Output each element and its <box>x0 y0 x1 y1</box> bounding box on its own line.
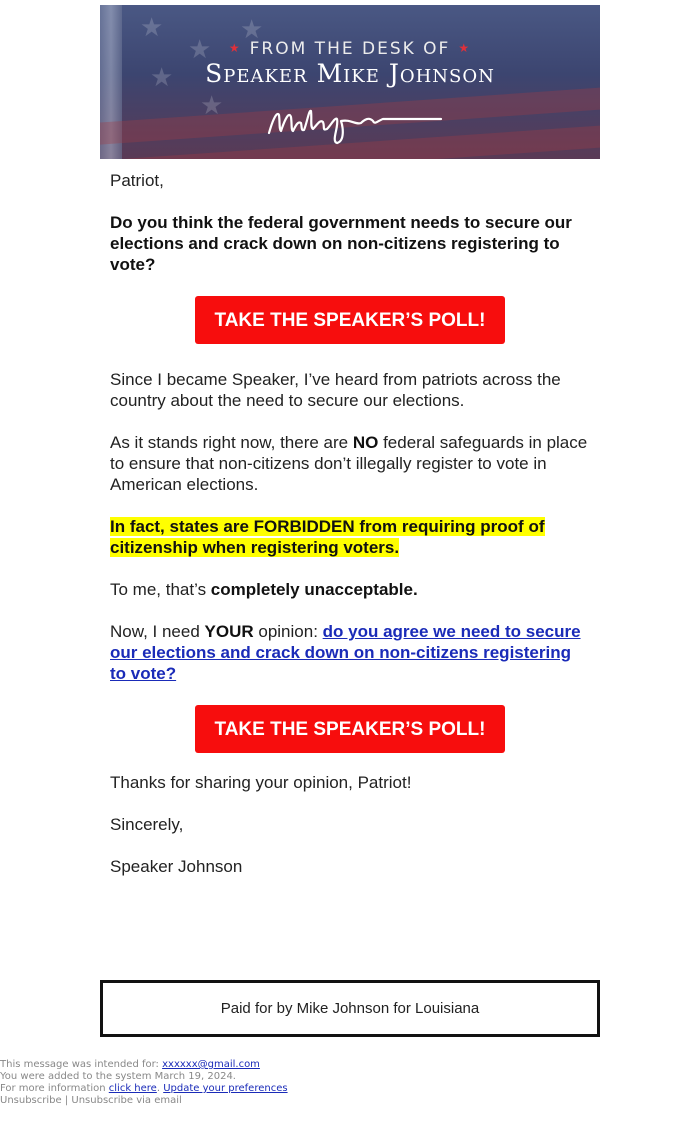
flag-star-icon: ★ <box>200 91 224 121</box>
paragraph-speaker: Since I became Speaker, I’ve heard from patriots across the country about the need to secure our elections. <box>110 370 561 410</box>
footer-label: This message was intended for: <box>0 1059 163 1070</box>
text-segment: federal safeguards in place to ensure that non-citizens don’t illegally register to vote in American elections. <box>110 433 588 494</box>
text-segment: To me, that’s <box>110 580 211 599</box>
emphasis-unacceptable: completely unacceptable. <box>210 580 418 599</box>
banner-name: Speaker Mike Johnson <box>205 59 495 88</box>
email-content <box>100 170 600 877</box>
flag-star-icon: ★ <box>150 63 174 93</box>
paid-for-disclaimer: Paid for by Mike Johnson for Louisiana <box>100 980 600 1037</box>
closing-line: Sincerely, <box>110 815 184 834</box>
poll-question: Do you think the federal government needs to secure our elections and crack down on non-citizens registering to vote? <box>110 213 572 274</box>
text-segment: As it stands right now, there are <box>110 433 353 452</box>
greeting: Patriot, <box>110 171 164 190</box>
unsubscribe-line <box>0 1095 700 1107</box>
click-here-link[interactable]: click here <box>108 1083 157 1094</box>
more-info-line <box>0 1083 700 1095</box>
added-line: You were added to the system March 19, 2024. <box>0 1071 236 1082</box>
emphasis-your: YOUR <box>204 622 254 641</box>
flag-star-icon: ★ <box>188 35 212 65</box>
email-body <box>100 5 600 1037</box>
recipient-email-link[interactable]: xxxxxx@gmail.com <box>162 1059 260 1070</box>
highlighted-text: In fact, states are FORBIDDEN from requiring proof of citizenship when registering voters. <box>110 517 545 557</box>
text-segment: opinion: <box>253 622 323 641</box>
take-poll-button[interactable]: TAKE THE SPEAKER’S POLL! <box>195 296 506 344</box>
flag-star-icon: ★ <box>240 15 264 45</box>
flag-star-icon: ★ <box>140 13 164 43</box>
intended-for-line <box>0 1059 700 1071</box>
update-preferences-link[interactable]: Update your preferences <box>163 1083 288 1094</box>
poll-link[interactable]: do you agree we need to secure our elections and crack down on non-citizens registering to vote? <box>110 622 581 683</box>
paragraph-safeguards <box>110 432 590 495</box>
footer-separator: | <box>61 1095 72 1106</box>
cta-row <box>110 296 590 344</box>
paragraph-forbidden <box>110 516 590 558</box>
text-segment: Now, I need <box>110 622 205 641</box>
red-star-icon: ★ <box>228 41 242 55</box>
banner-top-text: FROM THE DESK OF <box>249 39 451 59</box>
paragraph-opinion <box>110 621 590 684</box>
emphasis-no: NO <box>352 433 379 452</box>
cta-row <box>110 705 590 753</box>
banner-top-line <box>100 39 600 59</box>
unsubscribe-email-link[interactable]: Unsubscribe via email <box>71 1095 182 1106</box>
thanks-line: Thanks for sharing your opinion, Patriot! <box>110 773 412 792</box>
unsubscribe-link[interactable]: Unsubscribe <box>0 1095 62 1106</box>
signoff-line: Speaker Johnson <box>110 857 243 876</box>
footer-separator: . <box>156 1083 164 1094</box>
paragraph-unacceptable <box>110 579 590 600</box>
take-poll-button[interactable]: TAKE THE SPEAKER’S POLL! <box>195 705 506 753</box>
header-banner <box>100 5 600 159</box>
email-footer <box>0 1059 700 1107</box>
red-star-icon: ★ <box>458 41 472 55</box>
signature-image <box>265 97 445 149</box>
footer-label: For more information <box>0 1083 109 1094</box>
